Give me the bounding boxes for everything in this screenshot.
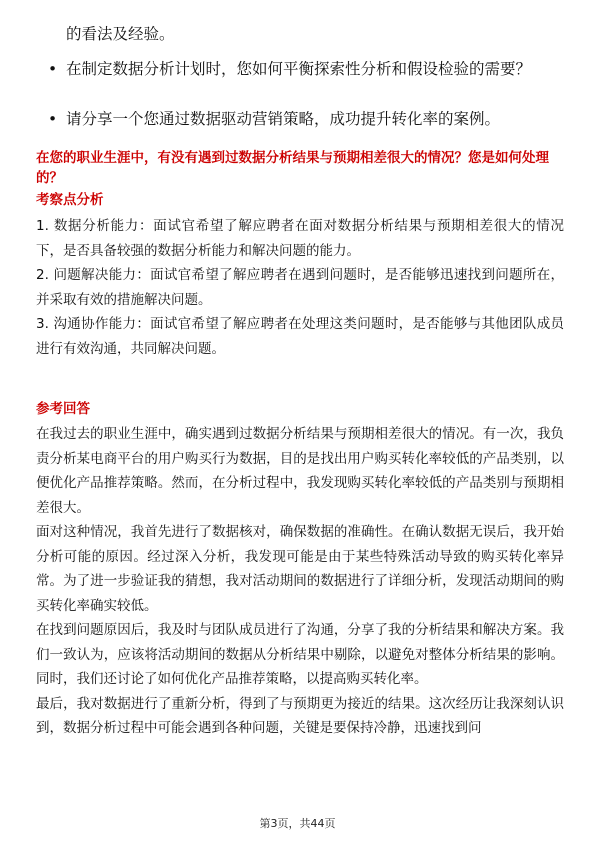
- answer-paragraph: 在找到问题原因后，我及时与团队成员进行了沟通，分享了我的分析结果和解决方案。我们一致认为，应该将活动期间的数据从分析结果中剔除，以避免对整体分析结果的影响。同时，我们还讨论了如何优化产品推荐策略，以提高购买转化率。: [36, 622, 564, 687]
- bullet-text: 在制定数据分析计划时，您如何平衡探索性分析和假设检验的需要？: [66, 60, 532, 78]
- bullet-dot: •: [48, 110, 58, 128]
- analysis-heading: 考察点分析: [36, 192, 104, 208]
- analysis-item: 2. 问题解决能力：面试官希望了解应聘者在遇到问题时，是否能够迅速找到问题所在，并采取有效的措施解决问题。: [36, 267, 564, 308]
- analysis-list: [36, 214, 564, 361]
- question-heading: 在您的职业生涯中，有没有遇到过数据分析结果与预期相差很大的情况？您是如何处理的？: [36, 150, 549, 186]
- answer-body: [36, 422, 564, 741]
- analysis-item: 1. 数据分析能力：面试官希望了解应聘者在面对数据分析结果与预期相差很大的情况下，是否具备较强的数据分析能力和解决问题的能力。: [36, 218, 564, 259]
- page-footer: 第3页，共44页: [259, 817, 336, 830]
- analysis-item: 3. 沟通协作能力：面试官希望了解应聘者在处理这类问题时，是否能够与其他团队成员进行有效沟通，共同解决问题。: [36, 316, 564, 357]
- continuation-text: 的看法及经验。: [66, 25, 175, 43]
- bullet-dot: •: [48, 60, 58, 78]
- answer-paragraph: 最后，我对数据进行了重新分析，得到了与预期更为接近的结果。这次经历让我深刻认识到，数据分析过程中可能会遇到各种问题，关键是要保持冷静，迅速找到问: [36, 695, 564, 736]
- answer-paragraph: 面对这种情况，我首先进行了数据核对，确保数据的准确性。在确认数据无误后，我开始分析可能的原因。经过深入分析，我发现可能是由于某些特殊活动导致的购买转化率异常。为了进一步验证我的猜想，我对活动期间的数据进行了详细分析，发现活动期间的购买转化率确实较低。: [36, 524, 564, 614]
- bullet-text: 请分享一个您通过数据驱动营销策略，成功提升转化率的案例。: [66, 110, 501, 128]
- answer-paragraph: 在我过去的职业生涯中，确实遇到过数据分析结果与预期相差很大的情况。有一次，我负责分析某电商平台的用户购买行为数据，目的是找出用户购买转化率较低的产品类别，以便优化产品推荐策略。然而，在分析过程中，我发现购买转化率较低的产品类别与预期相差很大。: [36, 426, 564, 516]
- answer-heading: 参考回答: [36, 401, 90, 417]
